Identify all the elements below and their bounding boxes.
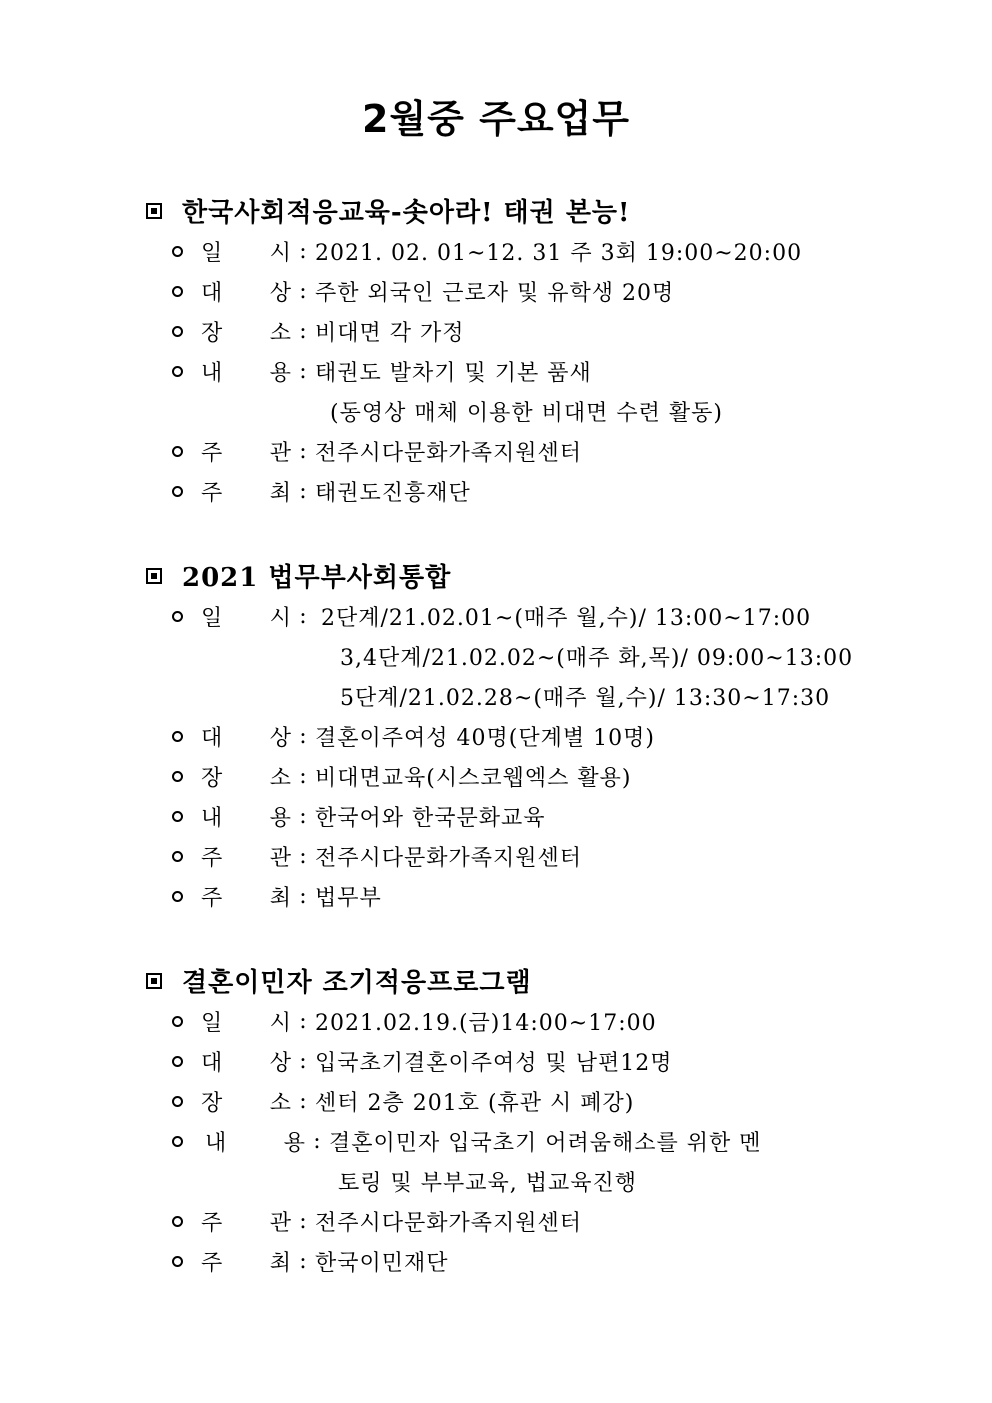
page-title: 2월중 주요업무 <box>362 97 630 141</box>
row-value: 결혼이민자 입국초기 어려움해소를 위한 멘 <box>329 1130 762 1156</box>
row-colon: : <box>299 843 307 869</box>
row-colon: : <box>299 1048 307 1074</box>
circle-bullet-icon <box>172 286 183 297</box>
section-heading-2 <box>146 557 451 594</box>
row-label: 대 상 <box>201 725 291 751</box>
circle-bullet-icon <box>172 1056 183 1067</box>
detail-row-place <box>172 761 631 791</box>
row-label: 일 시 <box>201 605 291 631</box>
circle-bullet-icon <box>172 1216 183 1227</box>
row-value: 태권도 발차기 및 기본 품새 <box>315 360 592 386</box>
row-value: 비대면교육(시스코웹엑스 활용) <box>315 765 632 791</box>
detail-row-date <box>172 601 811 631</box>
circle-bullet-icon <box>172 486 183 497</box>
detail-row-place <box>172 1086 634 1116</box>
row-value: 2단계/21.02.01~(매주 월,수)/ 13:00~17:00 <box>321 605 812 631</box>
detail-row-content <box>172 801 546 831</box>
circle-bullet-icon <box>172 731 183 742</box>
circle-bullet-icon <box>172 851 183 862</box>
detail-row-content <box>172 356 592 386</box>
row-label: 주 관 <box>201 1210 291 1236</box>
circle-bullet-icon <box>172 326 183 337</box>
circle-bullet-icon <box>172 1096 183 1107</box>
row-colon: : <box>299 1208 307 1234</box>
filled-square-bullet-icon <box>146 973 162 989</box>
row-value: 전주시다문화가족지원센터 <box>315 845 583 871</box>
detail-row-organizer <box>172 436 582 466</box>
detail-row-target <box>172 721 655 751</box>
row-colon: : <box>299 1008 307 1034</box>
detail-row-organizer <box>172 1206 582 1236</box>
row-value: 법무부 <box>315 885 382 911</box>
row-label: 장 소 <box>201 765 291 791</box>
row-colon: : <box>299 603 307 629</box>
row-value: 입국초기결혼이주여성 및 남편12명 <box>315 1050 673 1076</box>
circle-bullet-icon <box>172 366 183 377</box>
circle-bullet-icon <box>172 246 183 257</box>
row-label: 내 용 <box>205 1130 305 1156</box>
circle-bullet-icon <box>172 1256 183 1267</box>
row-label: 대 상 <box>201 280 291 306</box>
row-label: 대 상 <box>201 1050 291 1076</box>
circle-bullet-icon <box>172 771 183 782</box>
section-heading-1 <box>146 192 630 229</box>
row-value: 센터 2층 201호 (휴관 시 폐강) <box>315 1090 635 1116</box>
row-label: 내 용 <box>201 805 291 831</box>
circle-bullet-icon <box>172 446 183 457</box>
row-colon: : <box>299 803 307 829</box>
row-label: 내 용 <box>201 360 291 386</box>
row-value-continuation: 토링 및 부부교육, 법교육진행 <box>338 1170 637 1196</box>
row-label: 일 시 <box>201 240 291 266</box>
row-value: 결혼이주여성 40명(단계별 10명) <box>315 725 655 751</box>
row-value: 전주시다문화가족지원센터 <box>315 1210 583 1236</box>
row-value: 한국어와 한국문화교육 <box>315 805 546 831</box>
row-colon: : <box>299 1088 307 1114</box>
row-value: 전주시다문화가족지원센터 <box>315 440 583 466</box>
row-label: 주 최 <box>201 885 291 911</box>
detail-row-organizer <box>172 841 582 871</box>
row-value: 한국이민재단 <box>315 1250 449 1276</box>
section-heading-text: 2021 법무부사회통합 <box>182 563 452 593</box>
detail-row-host <box>172 476 471 506</box>
row-label: 주 관 <box>201 845 291 871</box>
row-label: 주 관 <box>201 440 291 466</box>
row-colon: : <box>299 883 307 909</box>
row-colon: : <box>299 318 307 344</box>
row-label: 주 최 <box>201 1250 291 1276</box>
row-value-continuation: (동영상 매체 이용한 비대면 수련 활동) <box>330 400 723 426</box>
row-value: 2021.02.19.(금)14:00~17:00 <box>315 1010 657 1036</box>
detail-row-place <box>172 316 465 346</box>
row-label: 일 시 <box>201 1010 291 1036</box>
detail-row-date <box>172 236 802 266</box>
row-value-continuation: 3,4단계/21.02.02~(매주 화,목)/ 09:00~13:00 <box>340 645 854 671</box>
row-value: 주한 외국인 근로자 및 유학생 20명 <box>315 280 675 306</box>
row-colon: : <box>299 238 307 264</box>
section-heading-3 <box>146 962 532 999</box>
section-heading-text: 결혼이민자 조기적응프로그램 <box>182 968 532 998</box>
row-colon: : <box>299 438 307 464</box>
row-colon: : <box>313 1128 321 1154</box>
circle-bullet-icon <box>172 1016 183 1027</box>
circle-bullet-icon <box>172 611 183 622</box>
row-colon: : <box>299 1248 307 1274</box>
row-value: 2021. 02. 01~12. 31 주 3회 19:00~20:00 <box>315 240 803 266</box>
row-colon: : <box>299 723 307 749</box>
circle-bullet-icon <box>172 891 183 902</box>
row-colon: : <box>299 278 307 304</box>
section-heading-text: 한국사회적응교육-솟아라! 태권 본능! <box>182 198 631 228</box>
row-colon: : <box>299 763 307 789</box>
detail-row-target <box>172 1046 673 1076</box>
row-value: 태권도진흥재단 <box>315 480 471 506</box>
filled-square-bullet-icon <box>146 203 162 219</box>
row-value-continuation: 5단계/21.02.28~(매주 월,수)/ 13:30~17:30 <box>340 685 831 711</box>
row-colon: : <box>299 358 307 384</box>
row-colon: : <box>299 478 307 504</box>
detail-row-content <box>172 1126 762 1156</box>
row-label: 장 소 <box>201 1090 291 1116</box>
circle-bullet-icon <box>172 811 183 822</box>
detail-row-date <box>172 1006 657 1036</box>
detail-row-host <box>172 881 382 911</box>
row-label: 주 최 <box>201 480 291 506</box>
row-value: 비대면 각 가정 <box>315 320 465 346</box>
filled-square-bullet-icon <box>146 568 162 584</box>
detail-row-host <box>172 1246 449 1276</box>
row-label: 장 소 <box>201 320 291 346</box>
circle-bullet-icon <box>172 1136 183 1147</box>
detail-row-target <box>172 276 674 306</box>
